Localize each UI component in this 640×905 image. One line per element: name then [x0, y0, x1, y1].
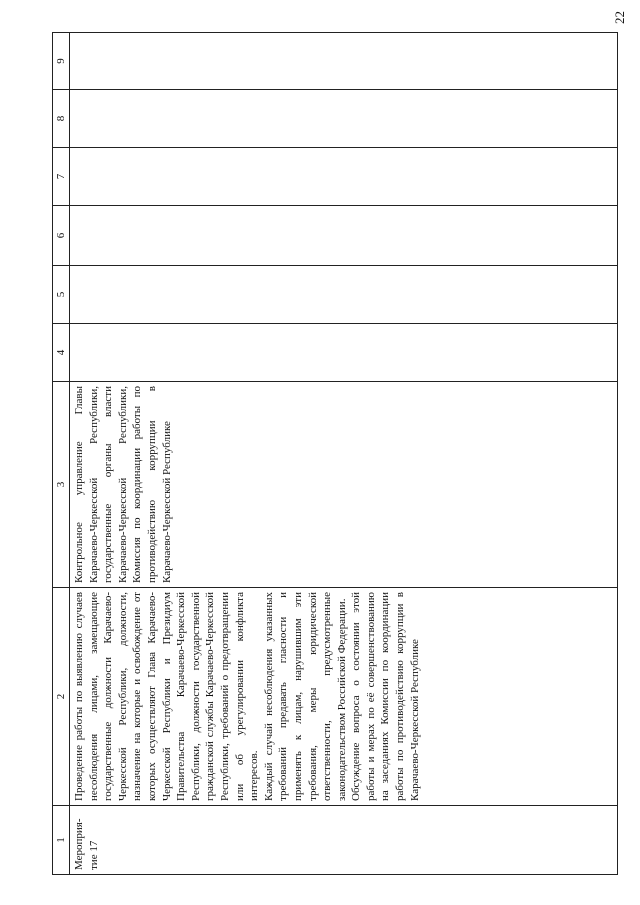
- header-col-8: 8: [53, 90, 70, 148]
- header-col-5: 5: [53, 266, 70, 324]
- header-col-6: 6: [53, 206, 70, 266]
- measures-table: [52, 32, 618, 875]
- description-paragraph: Проведение работы по выявлению случаев несоблюдения лицами, замещающие государственные должности Карачаево-Черкесской Республики, должности, назначение на которые и освобождение от которых осуществляют Глава Карачаево-Черкесской Республики и Президиум Правительства Карачаево-Черкесской Республики, должности государственной гражданской службы Карачаево-Черкесской Республики, требований о предотвращении или об урегулировании конфликта интересов.: [73, 592, 261, 801]
- cell-col-6: [70, 206, 618, 266]
- measure-number-cell: Мероприя-тие 17: [70, 806, 618, 875]
- description-paragraph: Каждый случай несоблюдения указанных требований предавать гласности и применять к лицам, нарушившим эти требования, меры юридической ответственности, предусмотренные законодательством Российской Федерации.: [262, 592, 348, 801]
- header-col-9: 9: [53, 33, 70, 90]
- header-col-3: 3: [53, 382, 70, 588]
- responsible-cell: Контрольное управление Главы Карачаево-Черкесской Республики, государственные органы власти Карачаево-Черкесской Республики, Комиссия по координации работы по противодействию коррупции в Карачаево-Черкесской Республике: [70, 382, 618, 588]
- cell-col-5: [70, 266, 618, 324]
- rotated-table-container: [52, 33, 618, 875]
- header-col-4: 4: [53, 324, 70, 382]
- cell-col-7: [70, 148, 618, 206]
- header-col-1: 1: [53, 806, 70, 875]
- table-row: [70, 33, 618, 875]
- header-col-2: 2: [53, 588, 70, 806]
- measure-description-cell: [70, 588, 618, 806]
- header-col-7: 7: [53, 148, 70, 206]
- description-paragraph: Обсуждение вопроса о состоянии этой работы и мерах по её совершенствованию на заседаниях Комиссии по координации работы по противодействию коррупции в Карачаево-Черкесской Республике: [350, 592, 421, 801]
- cell-col-8: [70, 90, 618, 148]
- cell-col-9: [70, 33, 618, 90]
- cell-col-4: [70, 324, 618, 382]
- page-number: 22: [612, 11, 627, 24]
- header-row: [53, 33, 70, 875]
